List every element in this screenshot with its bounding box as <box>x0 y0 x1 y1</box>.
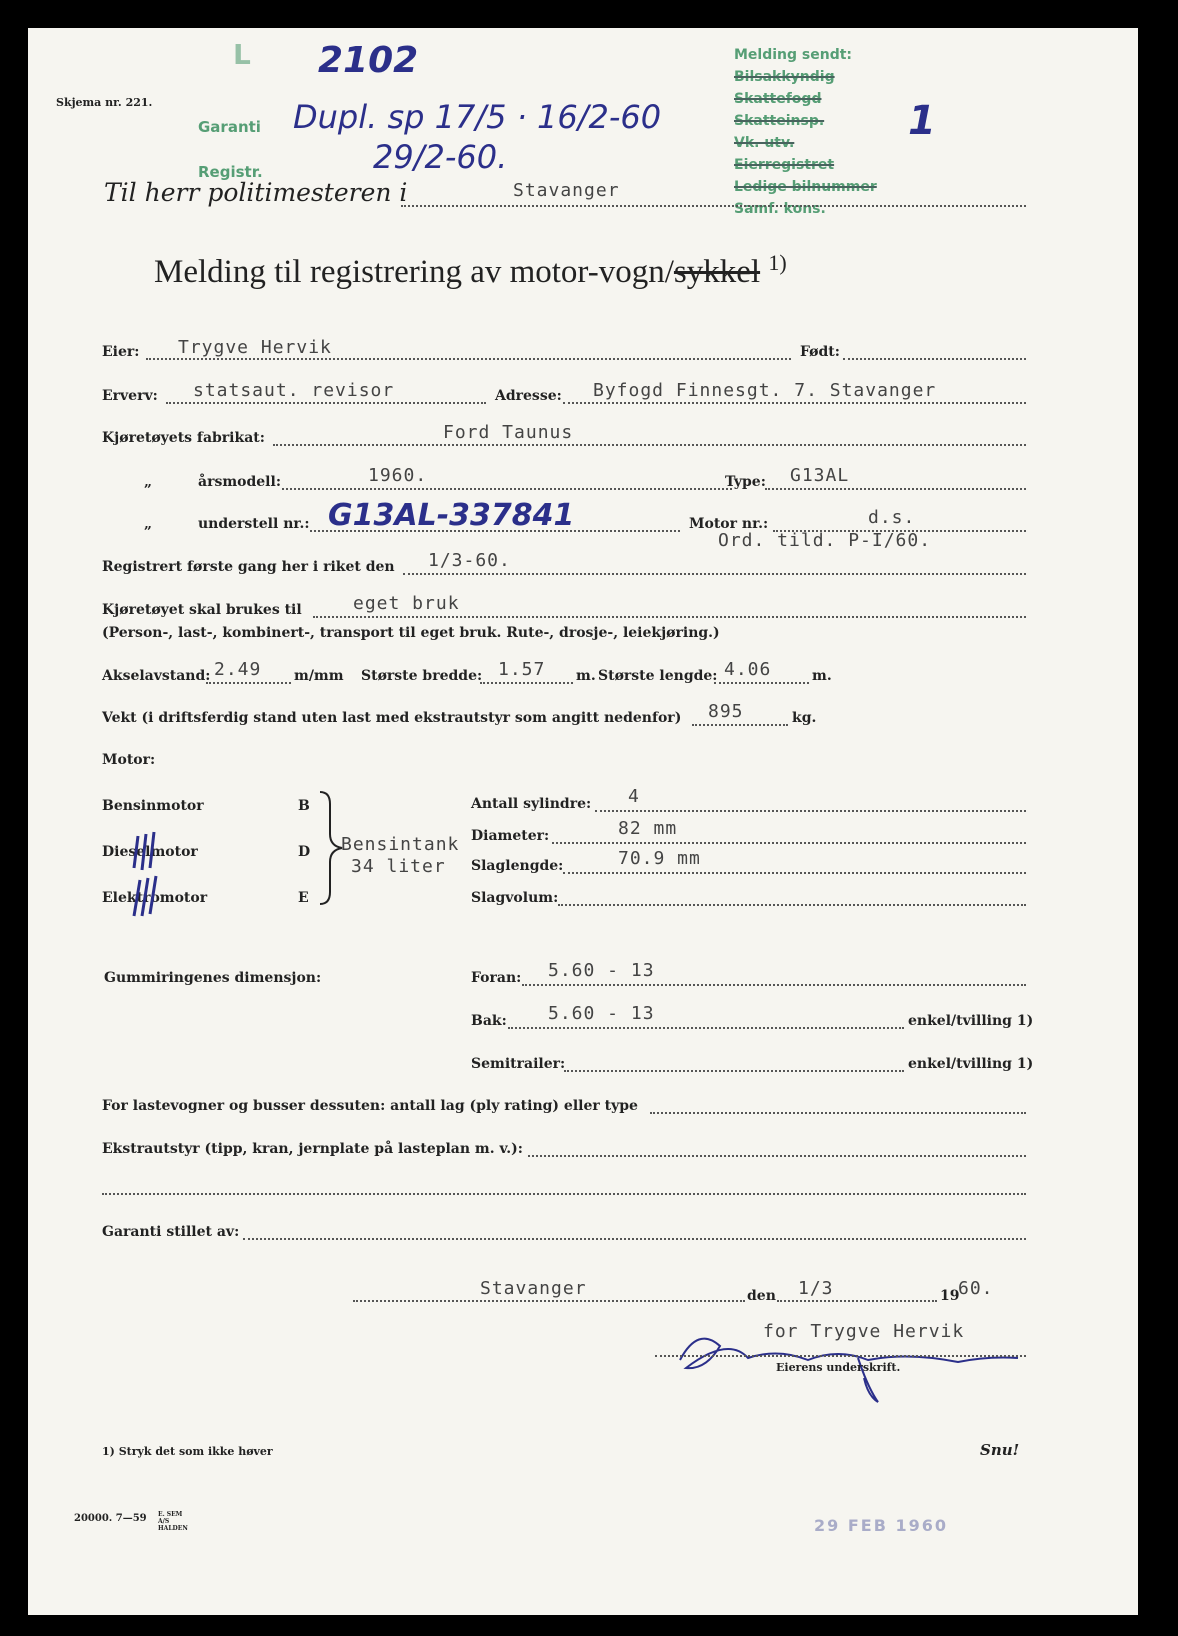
label-gummiringer: Gummiringenes dimensjon: <box>104 970 322 986</box>
label-bensinmotor: Bensinmotor <box>102 798 204 814</box>
label-motor: Motor: <box>102 752 156 768</box>
dots-adresse <box>563 402 1026 404</box>
stamp-skatteinsp: Skatteinsp. <box>734 113 825 129</box>
dots-brukes-til <box>313 616 1026 618</box>
date-stamp: 29 FEB 1960 <box>814 1516 948 1535</box>
value-eier: Trygve Hervik <box>178 337 332 358</box>
label-motor-nr: Motor nr.: <box>689 516 769 532</box>
label-garanti: Garanti stillet av: <box>102 1224 240 1240</box>
value-foran: 5.60 - 13 <box>548 960 655 981</box>
suffix-bak: enkel/tvilling 1) <box>908 1013 1034 1029</box>
value-understell: G13AL-337841 <box>328 498 575 533</box>
value-erverv: statsaut. revisor <box>193 380 395 401</box>
value-diameter: 82 mm <box>618 818 678 839</box>
dots-aarsmodell <box>282 488 732 490</box>
stamp-letter: L <box>233 38 251 71</box>
value-brukes-til: eget bruk <box>353 593 460 614</box>
signer-typed: for Trygve Hervik <box>763 1321 965 1342</box>
dots-lengde <box>714 682 809 684</box>
value-adresse: Byfogd Finnesgt. 7. Stavanger <box>593 380 937 401</box>
letter-d: D <box>298 844 311 860</box>
value-bredde: 1.57 <box>498 659 546 680</box>
handwritten-note-line1: Dupl. sp 17/5 · 16/2-60 <box>293 98 662 136</box>
to-line-dots <box>401 205 1026 207</box>
label-slagvolum: Slagvolum: <box>471 890 559 906</box>
value-vekt: 895 <box>708 701 744 722</box>
dots-diameter <box>552 842 1026 844</box>
label-registrert: Registrert første gang her i riket den <box>102 559 395 575</box>
dots-lastevogner <box>650 1112 1026 1114</box>
value-year: 60. <box>958 1278 994 1299</box>
printer-name: E. SEM A/S HALDEN <box>158 1511 188 1532</box>
label-fabrikat: Kjøretøyets fabrikat: <box>102 430 265 446</box>
snu-label: Snu! <box>980 1441 1020 1459</box>
dots-bredde <box>480 682 573 684</box>
printer-code: 20000. 7—59 <box>74 1513 147 1524</box>
label-akselavstand: Akselavstand: <box>102 668 211 684</box>
ditto-mark-2: „ <box>144 516 153 532</box>
letter-b: B <box>298 798 310 814</box>
label-slaglengde: Slaglengde: <box>471 858 564 874</box>
dots-akselavstand <box>206 682 291 684</box>
unit-vekt: kg. <box>792 710 817 726</box>
value-bak: 5.60 - 13 <box>548 1003 655 1024</box>
form-title-main: Melding til registrering av motor-vogn/ <box>154 254 674 290</box>
label-bak: Bak: <box>471 1013 507 1029</box>
label-adresse: Adresse: <box>495 388 562 404</box>
dots-registrert <box>403 573 1026 575</box>
dots-place <box>353 1300 745 1302</box>
stamp-registr: Registr. <box>198 163 263 181</box>
dots-fodt <box>843 358 1026 360</box>
label-vekt: Vekt (i driftsferdig stand uten last med ekstrautstyr som angitt nedenfor) <box>102 710 682 726</box>
label-elektromotor: Elektromotor <box>102 890 208 906</box>
value-place: Stavanger <box>480 1278 587 1299</box>
dots-foran <box>522 984 1026 986</box>
value-fabrikat: Ford Taunus <box>443 422 574 443</box>
dots-date <box>777 1300 937 1302</box>
dots-slaglengde <box>563 872 1026 874</box>
value-motor-note: Ord. tild. P-I/60. <box>718 530 932 551</box>
year-prefix: 19 <box>940 1288 960 1304</box>
ditto-mark-1: „ <box>144 474 153 490</box>
label-bredde: Største bredde: <box>361 668 483 684</box>
stamp-vk-utv: Vk. utv. <box>734 135 795 151</box>
dots-signature <box>655 1355 1026 1357</box>
signature-caption: Eierens underskrift. <box>776 1361 901 1374</box>
label-den: den <box>747 1288 776 1304</box>
dots-garanti <box>243 1238 1026 1240</box>
form-title-struck: sykkel <box>673 254 761 290</box>
footnote: 1) Stryk det som ikke høver <box>102 1445 273 1458</box>
handwritten-note-line2: 29/2-60. <box>373 138 508 176</box>
stamp-bilsakkyndig: Bilsakkyndig <box>734 69 835 85</box>
label-semitrailer: Semitrailer: <box>471 1056 566 1072</box>
label-lastevogner: For lastevogner og busser dessuten: antall lag (ply rating) eller type <box>102 1098 638 1114</box>
label-fodt: Født: <box>800 344 840 360</box>
dots-fabrikat <box>273 444 1026 446</box>
label-sylindre: Antall sylindre: <box>471 796 592 812</box>
unit-akselavstand: m/mm <box>294 668 344 684</box>
label-dieselmotor: Dieselmotor <box>102 844 198 860</box>
value-slaglengde: 70.9 mm <box>618 848 701 869</box>
form-sheet <box>28 28 1138 1615</box>
value-sylindre: 4 <box>628 786 640 807</box>
stamp-block-right <box>734 44 877 220</box>
value-registrert: 1/3-60. <box>428 550 511 571</box>
stamp-ledige-bilnummer: Ledige bilnummer <box>734 179 877 195</box>
label-foran: Foran: <box>471 970 522 986</box>
label-brukes-til: Kjøretøyet skal brukes til <box>102 602 302 618</box>
label-type: Type: <box>725 474 766 490</box>
label-aarsmodell: årsmodell: <box>198 474 281 490</box>
suffix-semitrailer: enkel/tvilling 1) <box>908 1056 1034 1072</box>
label-understell: understell nr.: <box>198 516 310 532</box>
dots-vekt <box>692 724 788 726</box>
dots-type <box>765 488 1026 490</box>
tank-line2: 34 liter <box>351 856 446 877</box>
dots-sylindre <box>595 810 1026 812</box>
dots-eier <box>146 358 791 360</box>
form-number: Skjema nr. 221. <box>56 96 153 109</box>
dots-semitrailer <box>564 1070 904 1072</box>
stamp-samf-kons: Samf. kons. <box>734 201 826 217</box>
unit-lengde: m. <box>812 668 832 684</box>
dots-slagvolum <box>558 904 1026 906</box>
stamp-melding-sendt: Melding sendt: <box>734 47 853 63</box>
value-akselavstand: 2.49 <box>214 659 262 680</box>
value-motor-nr: d.s. <box>868 507 916 528</box>
brukes-til-options: (Person-, last-, kombinert-, transport til eget bruk. Rute-, drosje-, leiekjøring.) <box>102 625 720 641</box>
unit-bredde: m. <box>576 668 596 684</box>
value-type: G13AL <box>790 465 850 486</box>
label-erverv: Erverv: <box>102 388 158 404</box>
value-aarsmodell: 1960. <box>368 465 428 486</box>
handwritten-registration-number: 2102 <box>318 40 419 81</box>
label-ekstrautstyr: Ekstrautstyr (tipp, kran, jernplate på lasteplan m. v.): <box>102 1141 523 1157</box>
stamp-garanti: Garanti <box>198 118 261 136</box>
form-title <box>154 250 787 291</box>
dots-erverv <box>166 402 486 404</box>
stamp-skattefogd: Skattefogd <box>734 91 822 107</box>
label-diameter: Diameter: <box>471 828 550 844</box>
dots-bak <box>508 1027 904 1029</box>
form-title-note: 1) <box>768 250 787 275</box>
police-district: Stavanger <box>513 180 620 201</box>
value-lengde: 4.06 <box>724 659 772 680</box>
tank-line1: Bensintank <box>341 834 460 855</box>
label-eier: Eier: <box>102 344 140 360</box>
value-date: 1/3 <box>798 1278 834 1299</box>
dots-ekstrautstyr-2 <box>102 1193 1026 1195</box>
letter-e: E <box>298 890 309 906</box>
strike-marks <box>128 828 168 918</box>
to-line: Til herr politimesteren i <box>104 178 408 207</box>
label-lengde: Største lengde: <box>598 668 718 684</box>
dots-ekstrautstyr <box>528 1155 1026 1157</box>
handwritten-mark: 1 <box>908 98 936 144</box>
stamp-eierregistret: Eierregistret <box>734 157 835 173</box>
